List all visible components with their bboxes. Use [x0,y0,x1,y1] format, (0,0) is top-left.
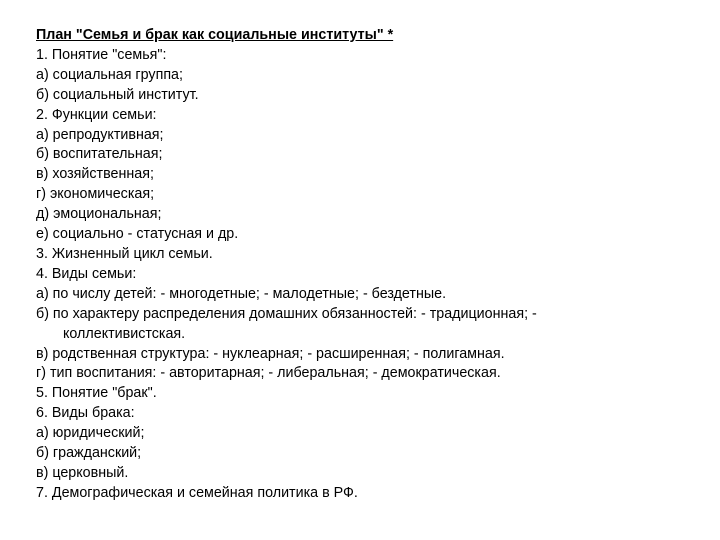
plan-item: 2. Функции семьи: [36,106,157,123]
plan-item: в) хозяйственная; [36,166,154,183]
plan-item: е) социально - статусная и др. [36,226,239,243]
plan-item: 5. Понятие "брак". [36,385,157,402]
plan-item-first-part: б) по характеру распределения домашних обязанностей: - традиционная; - [36,305,537,322]
plan-item: 4. Виды семьи: [36,265,137,282]
plan-item: г) экономическая; [36,186,155,203]
plan-item: а) юридический; [36,425,145,442]
plan-item: б) воспитательная; [36,146,163,163]
plan-item: 1. Понятие "семья": [36,46,167,63]
plan-item: в) родственная структура: - нуклеарная; - расширенная; - полигамная. [36,345,505,362]
plan-item-wrapped [36,305,686,345]
plan-item: а) социальная группа; [36,66,183,83]
plan-item: б) социальный институт. [36,86,199,103]
slide-content [36,26,686,504]
plan-item: г) тип воспитания: - авторитарная; - либеральная; - демократическая. [36,365,501,382]
plan-item: а) репродуктивная; [36,126,164,143]
plan-item-continuation: коллективистская. [63,325,186,342]
plan-item: б) гражданский; [36,445,142,462]
plan-item: д) эмоциональная; [36,206,162,223]
plan-item: в) церковный. [36,464,129,481]
plan-item: 3. Жизненный цикл семьи. [36,245,213,262]
plan-item: а) по числу детей: - многодетные; - малодетные; - бездетные. [36,285,447,302]
plan-item: 6. Виды брака: [36,405,135,422]
plan-title: План "Семья и брак как социальные институты" * [36,27,394,43]
plan-item: 7. Демографическая и семейная политика в РФ. [36,484,358,501]
